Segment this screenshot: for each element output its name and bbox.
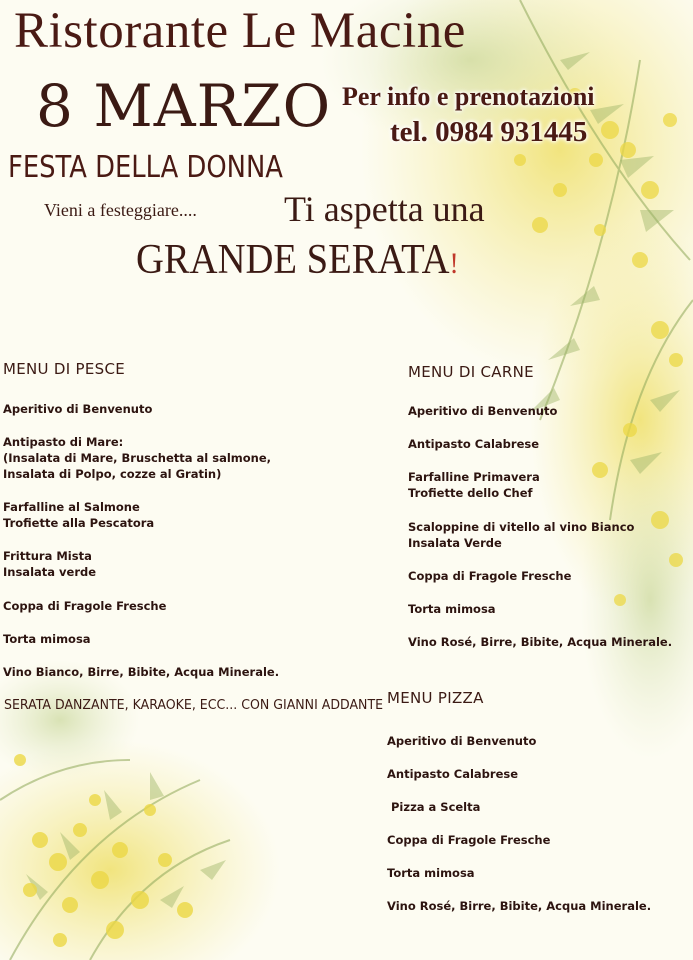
headline-text: GRANDE SERATA (136, 237, 450, 283)
headline (136, 236, 459, 284)
menu-pizza-item: Coppa di Fragole Fresche (387, 833, 551, 847)
menu-pesce-item: Frittura Mista (3, 549, 92, 563)
menu-pizza-item: Pizza a Scelta (391, 800, 481, 814)
menu-pesce-item: Vino Bianco, Birre, Bibite, Acqua Minerale. (3, 665, 280, 679)
headline-exclamation: ! (449, 247, 459, 280)
menu-pizza-item: Vino Rosé, Birre, Bibite, Acqua Minerale. (387, 899, 652, 913)
menu-pizza-heading: MENU PIZZA (387, 689, 484, 707)
invite-text: Vieni a festeggiare.... (44, 200, 197, 220)
menu-pesce-item: Insalata di Polpo, cozze al Gratin) (3, 467, 222, 481)
menu-carne-item: Farfalline Primavera (408, 470, 540, 484)
menu-pesce-item: Coppa di Fragole Fresche (3, 599, 167, 613)
menu-pesce-item: Trofiette alla Pescatora (3, 516, 155, 530)
menu-carne-item: Antipasto Calabrese (408, 437, 540, 451)
menu-carne-item: Scaloppine di vitello al vino Bianco (408, 520, 635, 534)
menu-pizza-item: Aperitivo di Benvenuto (387, 734, 537, 748)
menu-pesce-heading: MENU DI PESCE (3, 360, 126, 378)
menu-pesce-item: Antipasto di Mare: (3, 435, 124, 449)
tagline: Ti aspetta una (284, 189, 485, 229)
menu-carne-item: Torta mimosa (408, 602, 496, 616)
restaurant-title: Ristorante Le Macine (14, 3, 466, 59)
menu-carne-heading: MENU DI CARNE (408, 363, 534, 381)
menu-carne-item: Coppa di Fragole Fresche (408, 569, 572, 583)
menu-carne-item: Trofiette dello Chef (408, 486, 533, 500)
menu-pesce-item: Insalata verde (3, 565, 97, 579)
phone-number: tel. 0984 931445 (390, 116, 588, 148)
info-heading: Per info e prenotazioni (342, 82, 595, 111)
event-date: 8 MARZO (36, 72, 332, 140)
menu-pesce-item: Aperitivo di Benvenuto (3, 402, 153, 416)
menu-pesce-item: (Insalata di Mare, Bruschetta al salmone, (3, 451, 272, 465)
menu-pesce-item: Farfalline al Salmone (3, 500, 140, 514)
menu-pizza-item: Antipasto Calabrese (387, 767, 519, 781)
entertainment-note: SERATA DANZANTE, KARAOKE, ECC... CON GIANNI ADDANTE (4, 697, 384, 713)
menu-carne-item: Aperitivo di Benvenuto (408, 404, 558, 418)
menu-carne-item: Insalata Verde (408, 536, 502, 550)
menu-carne-item: Vino Rosé, Birre, Bibite, Acqua Minerale. (408, 635, 673, 649)
event-name: FESTA DELLA DONNA (8, 150, 283, 185)
menu-pesce-item: Torta mimosa (3, 632, 91, 646)
menu-pizza-item: Torta mimosa (387, 866, 475, 880)
